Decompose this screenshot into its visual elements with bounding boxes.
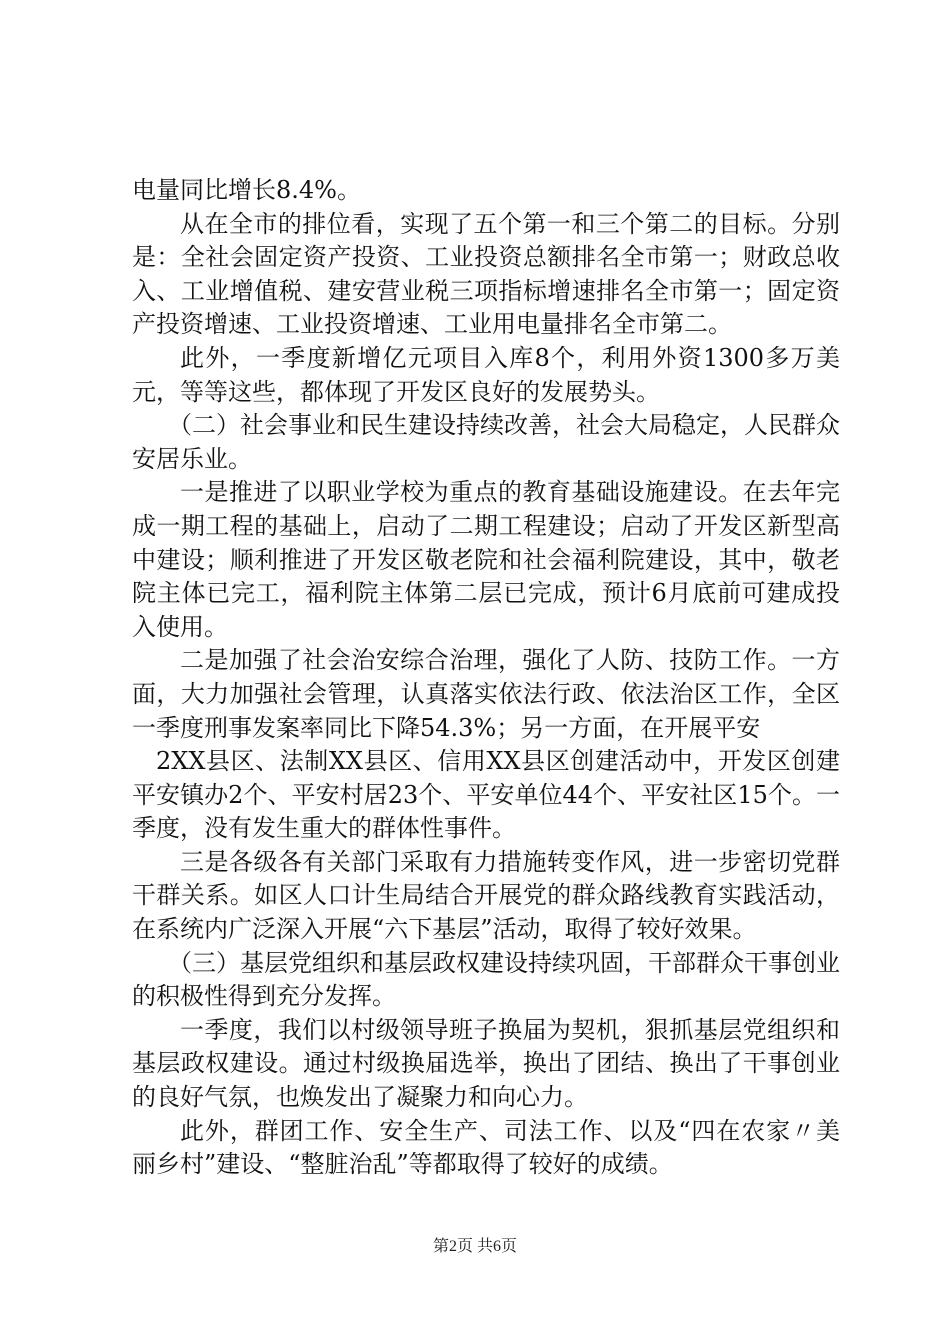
paragraph-grassroots: 一季度，我们以村级领导班子换届为契机，狠抓基层党组织和基层政权建设。通过村级换届选举，换出了团结、换出了干事创业的良好气氛，也焕发出了凝聚力和向心力。 (132, 1015, 840, 1112)
document-body (132, 174, 840, 1182)
paragraph-public-security: 二是加强了社会治安综合治理，强化了人防、技防工作。一方面，大力加强社会管理，认真落实依法行政、依法治区工作，全区一季度刑事发案率同比下降54.3%；另一方面，在开展平安 (132, 646, 840, 742)
paragraph-continuation: 电量同比增长8.4%。 (132, 176, 361, 204)
page-number-footer: 第2页 共6页 (432, 1238, 517, 1255)
section-heading-2: （二）社会事业和民生建设持续改善，社会大局稳定，人民群众安居乐业。 (132, 411, 840, 473)
section-heading-3: （三）基层党组织和基层政权建设持续巩固，干部群众干事创业的积极性得到充分发挥。 (132, 948, 840, 1011)
paragraph-education: 一是推进了以职业学校为重点的教育基础设施建设。在去年完成一期工程的基础上，启动了二期工程建设；启动了开发区新型高中建设；顺利推进了开发区敬老院和社会福利院建设，其中，敬老院主体已完工，福利院主体第二层已完成，预计6月底前可建成投入使用。 (132, 478, 840, 641)
paragraph-other-work: 此外，群团工作、安全生产、司法工作、以及“四在农家〃美丽乡村”建设、“整脏治乱”等都取得了较好的成绩。 (132, 1116, 840, 1179)
paragraph-work-style: 三是各级各有关部门采取有力措施转变作风，进一步密切党群干群关系。如区人口计生局结合开展党的群众路线教育实践活动，在系统内广泛深入开展“六下基层”活动，取得了较好效果。 (132, 847, 840, 944)
paragraph-investment: 此外，一季度新增亿元项目入库8个，利用外资1300多万美元，等等这些，都体现了开发区良好的发展势头。 (132, 343, 840, 406)
paragraph-rankings: 从在全市的排位看，实现了五个第一和三个第二的目标。分别是：全社会固定资产投资、工业投资总额排名全市第一；财政总收入、工业增值税、建安营业税三项指标增速排名全市第一；固定资产投资增速、工业投资增速、工业用电量排名全市第二。 (132, 209, 840, 339)
paragraph-safety-campaign: 2XX县区、法制XX县区、信用XX县区创建活动中，开发区创建平安镇办2个、平安村居23个、平安单位44个、平安社区15个。一季度，没有发生重大的群体性事件。 (132, 747, 840, 843)
